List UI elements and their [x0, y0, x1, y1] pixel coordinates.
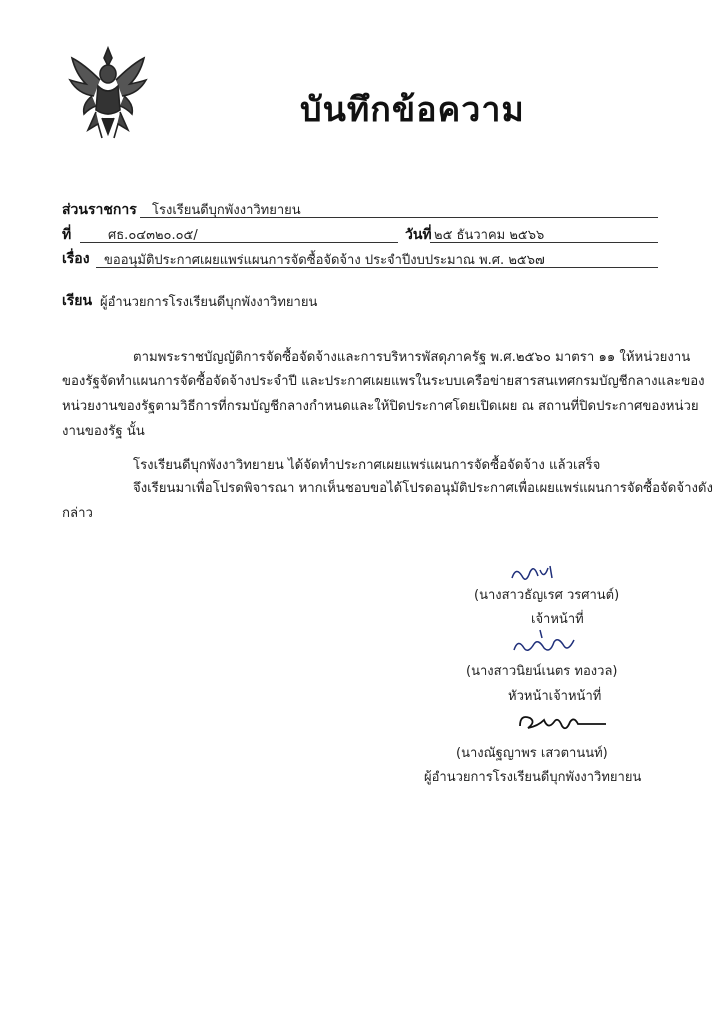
salutation-value: ผู้อำนวยการโรงเรียนดีบุกพังงาวิทยายน	[100, 295, 318, 310]
garuda-emblem-icon	[66, 44, 150, 144]
signature-3-name: (นางณัฐญาพร เสวตานนท์)	[456, 746, 608, 761]
signature-3-handwriting	[514, 708, 610, 738]
document-title: บันทึกข้อความ	[300, 90, 525, 130]
body-paragraph-2-line-1: โรงเรียนดีบุกพังงาวิทยายน ได้จัดทำประกาศเผยแพร่แผนการจัดซื้อจัดจ้าง แล้วเสร็จ	[133, 458, 601, 473]
signature-1-name: (นางสาวธัญเรศ วรศานต์)	[474, 588, 620, 603]
reference-label: ที่	[62, 227, 72, 243]
body-paragraph-3-line-1: จึงเรียนมาเพื่อโปรดพิจารณา หากเห็นชอบขอได้โปรดอนุมัติประกาศเพื่อเผยแพร่แผนการจัดซื้อจัดจ้างดัง	[133, 481, 713, 496]
signature-2-position: หัวหน้าเจ้าหน้าที่	[508, 689, 602, 704]
subject-label: เรื่อง	[62, 251, 90, 267]
subject-value: ขออนุมัติประกาศเผยแพร่แผนการจัดซื้อจัดจ้าง ประจำปีงบประมาณ พ.ศ. ๒๕๖๗	[104, 253, 545, 268]
signature-1-handwriting	[508, 560, 558, 586]
agency-underline	[140, 217, 658, 218]
body-paragraph-1-line-2: ของรัฐจัดทำแผนการจัดซื้อจัดจ้างประจำปี และประกาศเผยแพรในระบบเครือข่ายสารสนเทศกรมบัญชีกลางและของ	[62, 374, 705, 389]
date-underline	[430, 242, 658, 243]
agency-value: โรงเรียนดีบุกพังงาวิทยายน	[152, 203, 301, 218]
body-paragraph-1-line-4: งานของรัฐ นั้น	[62, 424, 145, 439]
subject-underline	[96, 267, 658, 268]
body-paragraph-1-line-3: หน่วยงานของรัฐตามวิธีการที่กรมบัญชีกลางกำหนดและให้ปิดประกาศโดยเปิดเผย ณ สถานที่ปิดประกาศของหน่วย	[62, 399, 699, 414]
salutation-label: เรียน	[62, 293, 93, 309]
reference-value: ศธ.๐๔๓๒๐.๐๕/	[108, 228, 198, 243]
signature-1-position: เจ้าหน้าที่	[531, 612, 584, 627]
signature-2-name: (นางสาวนิยน์เนตร ทองวล)	[466, 664, 618, 679]
signature-3-position: ผู้อำนวยการโรงเรียนดีบุกพังงาวิทยายน	[424, 770, 642, 785]
body-paragraph-3-line-2: กล่าว	[62, 506, 93, 521]
body-paragraph-1-line-1: ตามพระราชบัญญัติการจัดซื้อจัดจ้างและการบริหารพัสดุภาครัฐ พ.ศ.๒๕๖๐ มาตรา ๑๑ ให้หน่วยงาน	[133, 350, 691, 365]
date-label: วันที่	[405, 227, 432, 243]
reference-underline	[80, 242, 398, 243]
date-value: ๒๕ ธันวาคม ๒๕๖๖	[434, 228, 545, 243]
agency-label: ส่วนราชการ	[62, 202, 137, 218]
signature-2-handwriting	[510, 628, 582, 658]
